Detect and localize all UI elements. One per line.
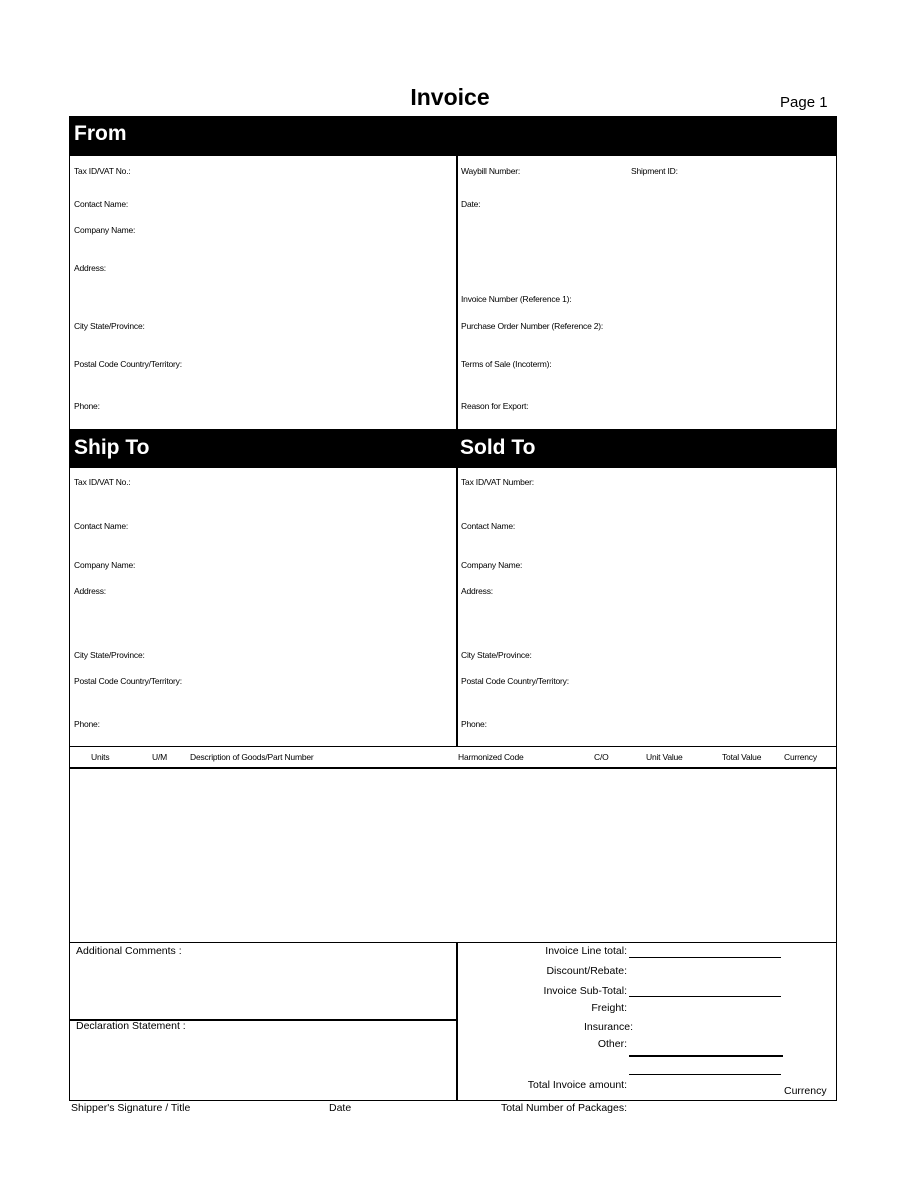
from-heading: From: [74, 122, 127, 145]
column-um: U/M: [152, 752, 167, 762]
ship-postal-label: Postal Code Country/Territory:: [74, 676, 182, 686]
sold-phone-label: Phone:: [461, 719, 487, 729]
date-label: Date:: [461, 199, 481, 209]
from-header-bar: [69, 116, 837, 156]
goods-header-divider: [69, 767, 837, 769]
ship-address-label: Address:: [74, 586, 106, 596]
total-packages-label: Total Number of Packages:: [500, 1102, 627, 1114]
ship-company-name-label: Company Name:: [74, 560, 136, 570]
purchase-order-label: Purchase Order Number (Reference 2):: [461, 321, 604, 331]
column-harmonized-code: Harmonized Code: [458, 752, 524, 762]
ship-sold-header-bar: [69, 430, 837, 468]
from-contact-name-label: Contact Name:: [74, 199, 129, 209]
from-divider: [456, 156, 458, 430]
ship-sold-section: [69, 430, 837, 747]
sold-postal-label: Postal Code Country/Territory:: [461, 676, 569, 686]
insurance-label: Insurance:: [583, 1021, 633, 1033]
from-postal-label: Postal Code Country/Territory:: [74, 359, 182, 369]
from-company-name-label: Company Name:: [74, 225, 136, 235]
terms-of-sale-label: Terms of Sale (Incoterm):: [461, 359, 552, 369]
from-phone-label: Phone:: [74, 401, 100, 411]
from-address-label: Address:: [74, 263, 106, 273]
other-label: Other:: [597, 1038, 627, 1050]
ship-phone-label: Phone:: [74, 719, 100, 729]
invoice-line-total-line: [629, 957, 781, 958]
ship-tax-id-label: Tax ID/VAT No.:: [74, 477, 131, 487]
invoice-line-total-label: Invoice Line total:: [545, 945, 627, 957]
discount-rebate-label: Discount/Rebate:: [546, 965, 627, 977]
from-tax-id-label: Tax ID/VAT No.:: [74, 166, 131, 176]
currency-label: Currency: [784, 1085, 827, 1097]
ship-contact-name-label: Contact Name:: [74, 521, 129, 531]
from-city-label: City State/Province:: [74, 321, 145, 331]
column-co: C/O: [594, 752, 609, 762]
from-section: [69, 116, 837, 430]
sold-tax-id-label: Tax ID/VAT Number:: [461, 477, 534, 487]
ship-to-heading: Ship To: [74, 436, 150, 459]
column-total-value: Total Value: [722, 752, 762, 762]
sold-city-label: City State/Province:: [461, 650, 532, 660]
page-number: Page 1: [780, 94, 828, 111]
reason-for-export-label: Reason for Export:: [461, 401, 529, 411]
invoice-sub-total-line: [629, 996, 781, 997]
column-currency: Currency: [784, 752, 817, 762]
shipment-id-label: Shipment ID:: [631, 166, 678, 176]
goods-table: [69, 746, 837, 943]
sold-contact-name-label: Contact Name:: [461, 521, 516, 531]
sold-company-name-label: Company Name:: [461, 560, 523, 570]
additional-comments-label: Additional Comments :: [76, 945, 182, 957]
declaration-statement-label: Declaration Statement :: [76, 1020, 186, 1032]
column-units: Units: [91, 752, 110, 762]
sold-address-label: Address:: [461, 586, 493, 596]
invoice-number-label: Invoice Number (Reference 1):: [461, 294, 572, 304]
ship-sold-divider: [456, 468, 458, 747]
waybill-number-label: Waybill Number:: [461, 166, 521, 176]
shipper-signature-label: Shipper's Signature / Title: [71, 1102, 191, 1114]
ship-city-label: City State/Province:: [74, 650, 145, 660]
summary-divider: [456, 942, 458, 1101]
freight-label: Freight:: [591, 1002, 627, 1014]
column-description: Description of Goods/Part Number: [190, 752, 314, 762]
page-title: Invoice: [410, 84, 490, 110]
other-line: [629, 1055, 783, 1057]
invoice-sub-total-label: Invoice Sub-Total:: [543, 985, 627, 997]
sold-to-heading: Sold To: [460, 436, 536, 459]
total-invoice-amount-label: Total Invoice amount:: [527, 1079, 627, 1091]
total-amount-line: [629, 1074, 781, 1075]
footer-date-label: Date: [329, 1102, 352, 1114]
column-unit-value: Unit Value: [646, 752, 683, 762]
